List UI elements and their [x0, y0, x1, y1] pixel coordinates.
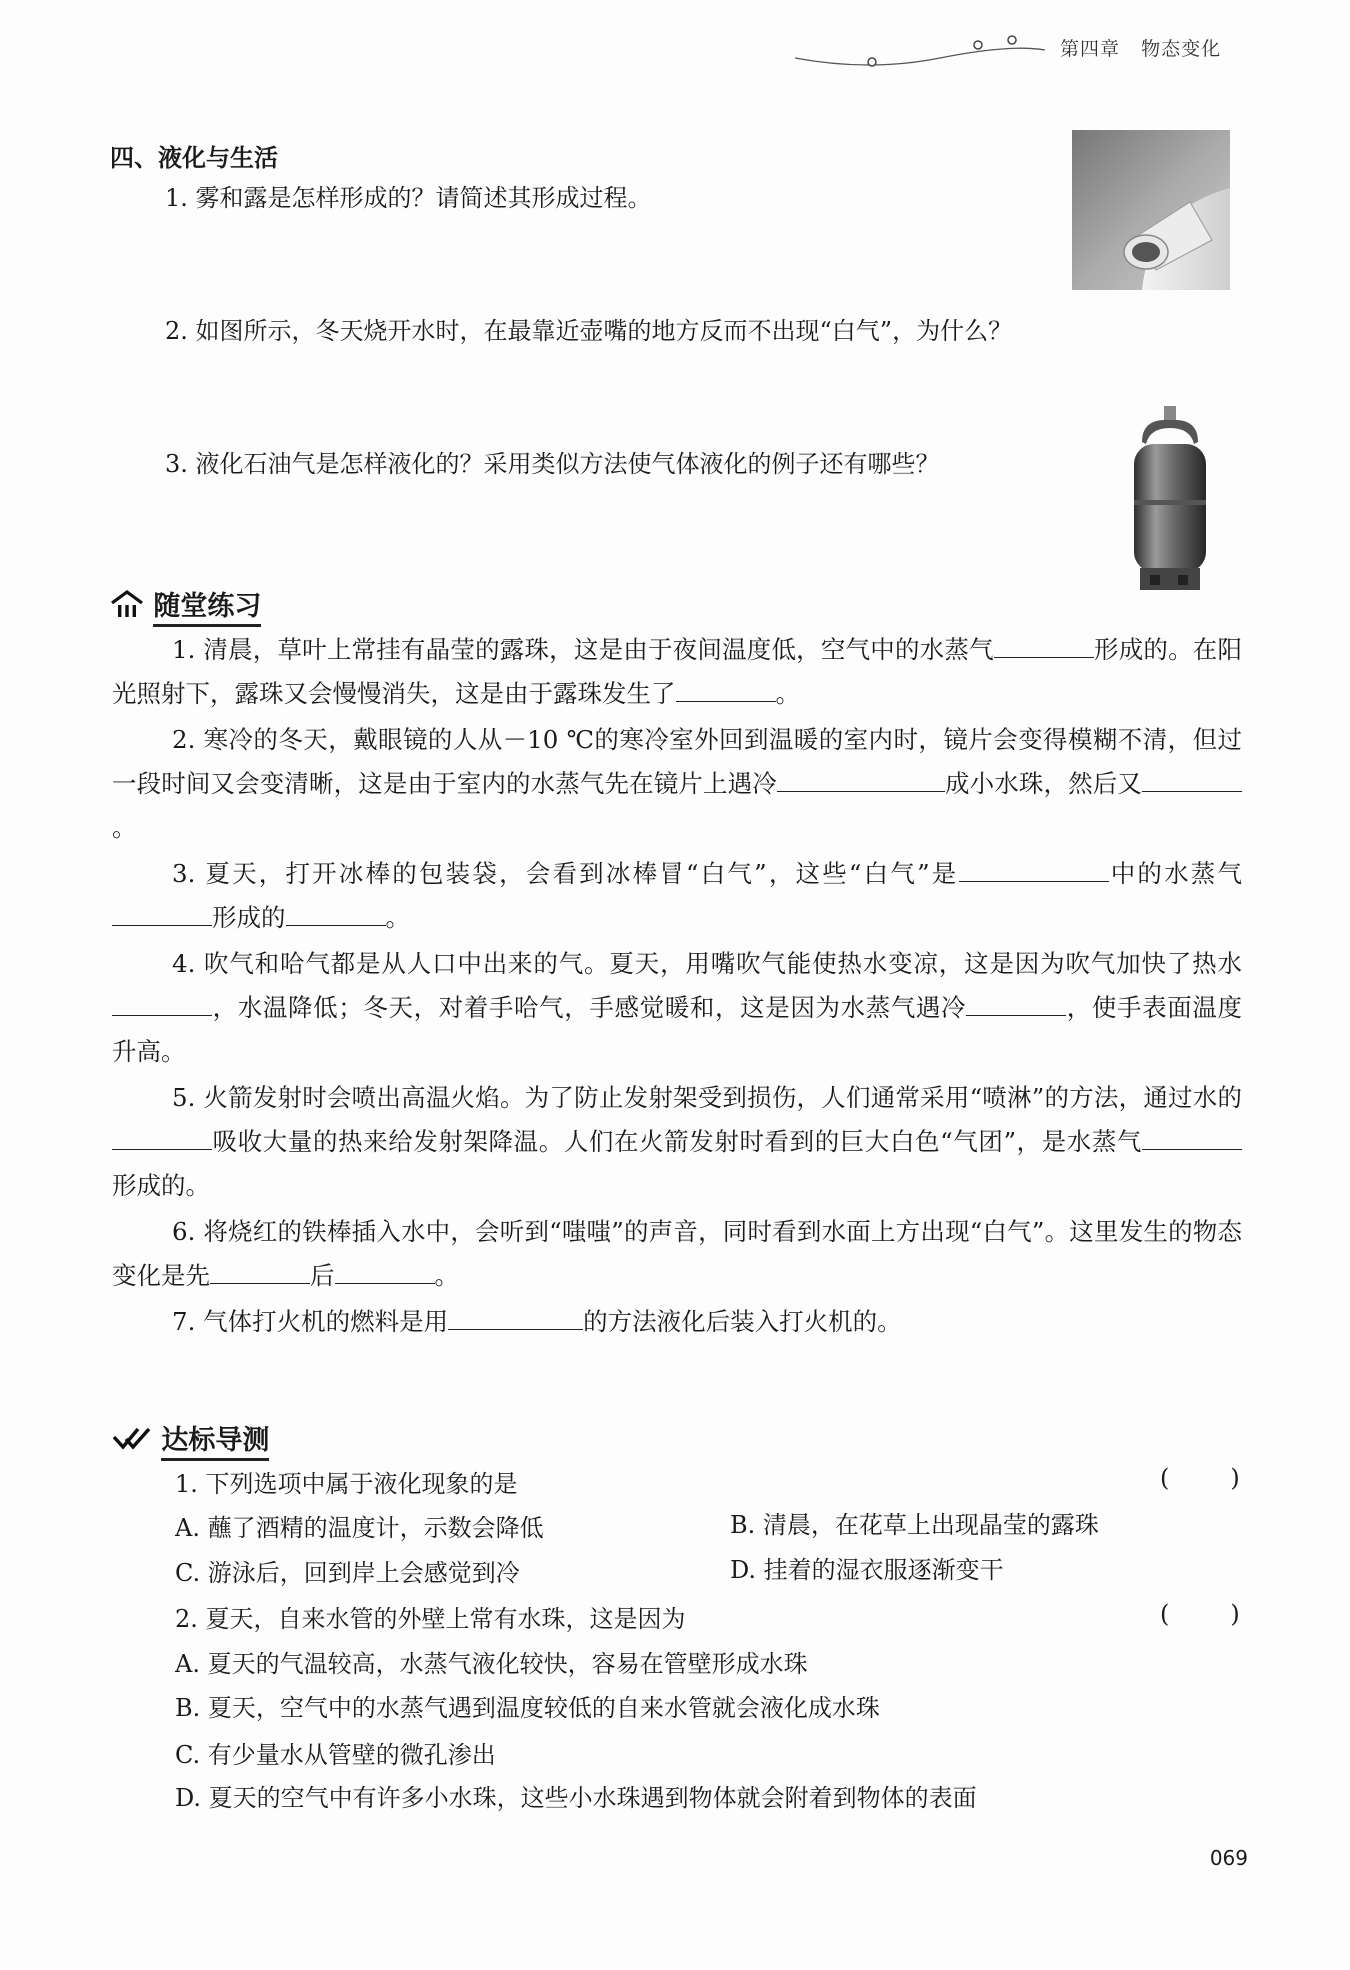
test-section-header: [112, 1418, 269, 1457]
option-d[interactable]: D. 挂着的湿衣服逐渐变干: [730, 1556, 1004, 1584]
answer-blank[interactable]: [112, 1127, 212, 1150]
practice-item-3: 3. 夏天，打开冰棒的包装袋，会看到冰棒冒“白气”，这些“白气”是 中的水蒸气形成的 。: [112, 852, 1242, 940]
kettle-spout-photo: [1072, 130, 1230, 290]
practice-item-6: 6. 将烧红的铁棒插入水中，会听到“嗤嗤”的声音，同时看到水面上方出现“白气”。这里发生的物态变化是先 后 。: [112, 1217, 1242, 1290]
practice-item-2: 2. 寒冷的冬天，戴眼镜的人从－10 ℃的寒冷室外回到温暖的室内时，镜片会变得模糊不清，但过一段时间又会变清晰，这是由于室内的水蒸气先在镜片上遇冷 成小水珠，然后又。: [112, 725, 1242, 842]
header-decoration: [790, 20, 1050, 70]
answer-blank[interactable]: [676, 679, 776, 702]
practice-item-7: 7. 气体打火机的燃料是用 的方法液化后装入打火机的。: [172, 1307, 902, 1336]
practice-item-1: 1. 清晨，草叶上常挂有晶莹的露珠，这是由于夜间温度低，空气中的水蒸气 形成的。在阳光照射下，露珠又会慢慢消失，这是由于露珠发生了 。: [112, 635, 1243, 708]
answer-blank[interactable]: [112, 903, 212, 926]
page-number: 069: [1209, 1846, 1248, 1870]
answer-blank[interactable]: [1142, 769, 1242, 792]
double-check-icon: [112, 1425, 152, 1453]
test-question-1: 1. 下列选项中属于液化现象的是: [175, 1470, 518, 1498]
house-icon: [110, 589, 144, 619]
answer-blank[interactable]: [210, 1261, 310, 1284]
practice-title: 随堂练习: [153, 591, 261, 627]
answer-blank[interactable]: [777, 769, 945, 792]
answer-blank[interactable]: [112, 993, 212, 1016]
option-a[interactable]: A. 蘸了酒精的温度计，示数会降低: [175, 1514, 544, 1542]
practice-section-header: [110, 584, 261, 623]
gas-cylinder-photo: [1120, 400, 1220, 595]
answer-bracket[interactable]: ( ): [1160, 1600, 1240, 1628]
option-a[interactable]: A. 夏天的气温较高，水蒸气液化较快，容易在管壁形成水珠: [175, 1650, 808, 1678]
chapter-header: [1060, 34, 1221, 61]
practice-item-5: 5. 火箭发射时会喷出高温火焰。为了防止发射架受到损伤，人们通常采用“喷淋”的方法，通过水的吸收大量的热来给发射架降温。人们在火箭发射时看到的巨大白色“气团”，是水蒸气形成的。: [112, 1083, 1242, 1200]
question-3: 3. 液化石油气是怎样液化的？采用类似方法使气体液化的例子还有哪些？: [165, 450, 940, 478]
chapter-title: 物态变化: [1141, 38, 1222, 60]
option-b[interactable]: B. 夏天，空气中的水蒸气遇到温度较低的自来水管就会液化成水珠: [175, 1694, 880, 1722]
section-title: 四、液化与生活: [110, 144, 278, 172]
question-1: 1. 雾和露是怎样形成的？请简述其形成过程。: [165, 184, 652, 212]
answer-blank[interactable]: [959, 859, 1109, 882]
practice-item-4: 4. 吹气和哈气都是从人口中出来的气。夏天，用嘴吹气能使热水变凉，这是因为吹气加快了热水，水温降低；冬天，对着手哈气，手感觉暖和，这是因为水蒸气遇冷 ，使手表面温度升高。: [112, 949, 1243, 1066]
test-question-2: 2. 夏天，自来水管的外壁上常有水珠，这是因为: [175, 1605, 686, 1633]
answer-bracket[interactable]: ( ): [1160, 1464, 1240, 1492]
answer-blank[interactable]: [286, 903, 386, 926]
answer-blank[interactable]: [335, 1261, 435, 1284]
option-d[interactable]: D. 夏天的空气中有许多小水珠，这些小水珠遇到物体就会附着到物体的表面: [175, 1784, 977, 1812]
answer-blank[interactable]: [1142, 1127, 1242, 1150]
option-b[interactable]: B. 清晨，在花草上出现晶莹的露珠: [730, 1511, 1099, 1539]
answer-blank[interactable]: [966, 993, 1066, 1016]
option-c[interactable]: C. 游泳后，回到岸上会感觉到冷: [175, 1559, 520, 1587]
answer-blank[interactable]: [994, 635, 1094, 658]
test-title: 达标导测: [161, 1425, 269, 1461]
option-c[interactable]: C. 有少量水从管壁的微孔渗出: [175, 1741, 496, 1769]
chapter-number: 第四章: [1060, 38, 1121, 60]
answer-blank[interactable]: [448, 1307, 583, 1330]
question-2: 2. 如图所示，冬天烧开水时，在最靠近壶嘴的地方反而不出现“白气”，为什么？: [165, 317, 1013, 345]
